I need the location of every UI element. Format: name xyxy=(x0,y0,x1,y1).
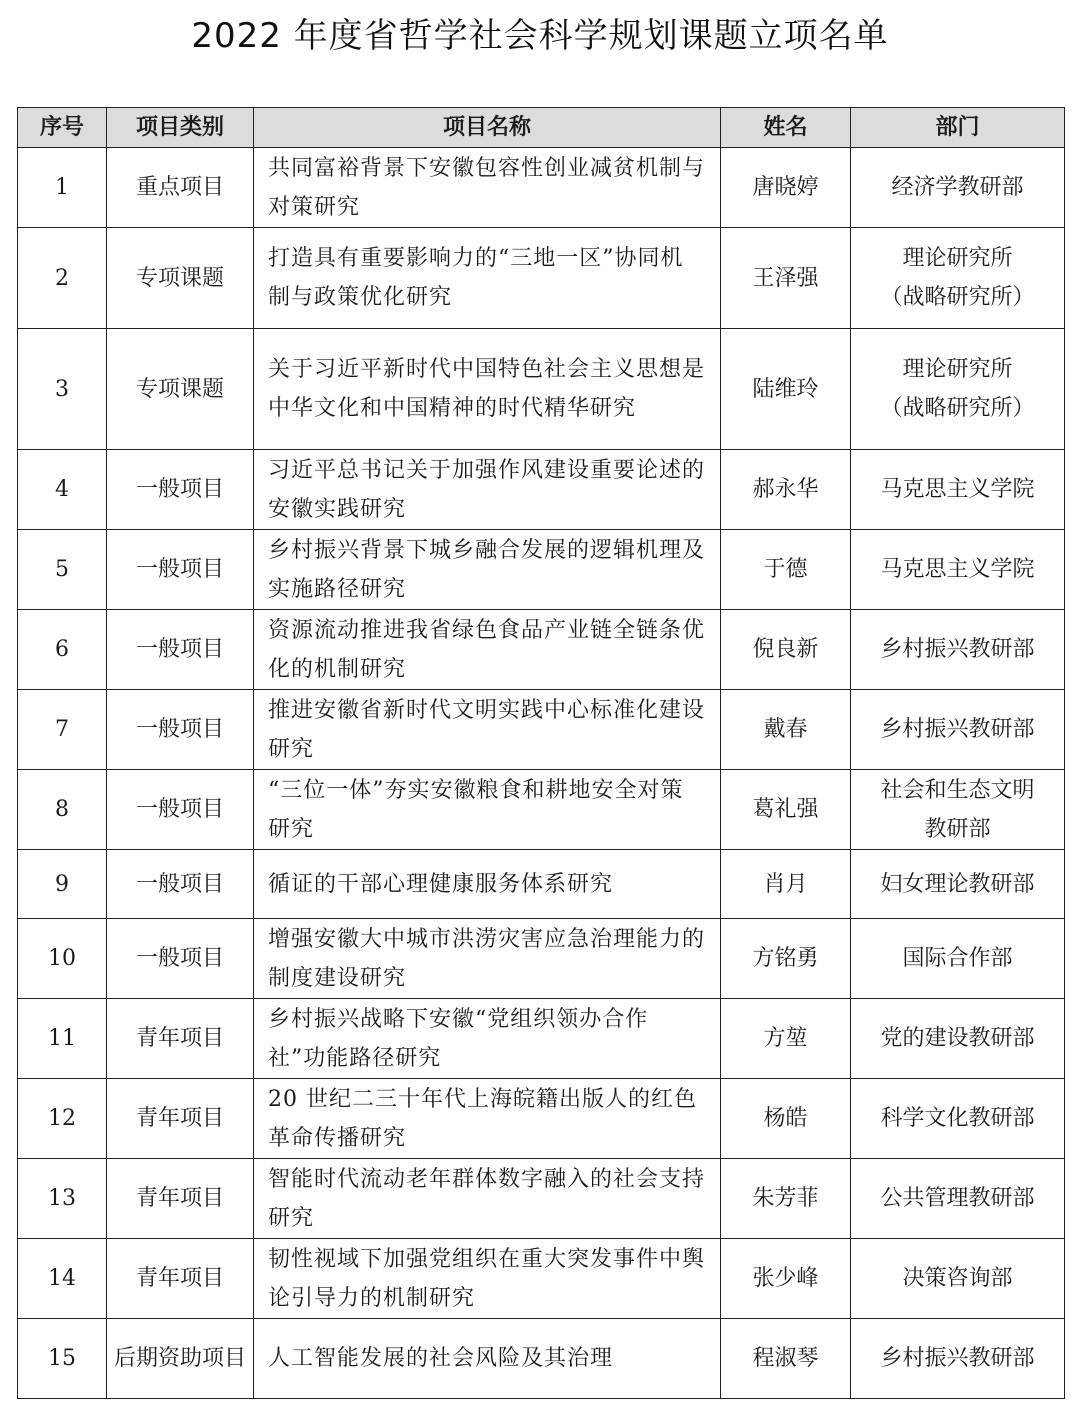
row-number: 4 xyxy=(18,450,107,530)
department-line: 乡村振兴教研部 xyxy=(880,637,1035,662)
project-leader: 程淑琴 xyxy=(721,1319,851,1399)
row-number: 12 xyxy=(18,1079,107,1159)
department xyxy=(851,228,1065,329)
table-row xyxy=(18,329,1065,450)
row-number: 7 xyxy=(18,690,107,770)
department xyxy=(851,919,1065,999)
project-category: 一般项目 xyxy=(107,450,254,530)
table-row xyxy=(18,450,1065,530)
row-number: 2 xyxy=(18,228,107,329)
project-name: 循证的干部心理健康服务体系研究 xyxy=(254,850,721,919)
row-number: 6 xyxy=(18,610,107,690)
row-number: 8 xyxy=(18,770,107,850)
row-number: 11 xyxy=(18,999,107,1079)
department-line: 党的建设教研部 xyxy=(880,1026,1035,1051)
column-header-person: 姓名 xyxy=(721,108,851,148)
department-line: 理论研究所 xyxy=(902,246,1013,271)
project-leader: 唐晓婷 xyxy=(721,148,851,228)
table-row xyxy=(18,228,1065,329)
table-row xyxy=(18,148,1065,228)
table-body xyxy=(18,148,1065,1399)
column-header-number: 序号 xyxy=(18,108,107,148)
project-category: 青年项目 xyxy=(107,1079,254,1159)
project-leader: 郝永华 xyxy=(721,450,851,530)
department xyxy=(851,148,1065,228)
table-row xyxy=(18,999,1065,1079)
department xyxy=(851,1159,1065,1239)
table-row xyxy=(18,690,1065,770)
project-name: “三位一体”夯实安徽粮食和耕地安全对策研究 xyxy=(254,770,721,850)
project-name: 打造具有重要影响力的“三地一区”协同机制与政策优化研究 xyxy=(254,228,721,329)
project-name: 习近平总书记关于加强作风建设重要论述的安徽实践研究 xyxy=(254,450,721,530)
project-list-table xyxy=(17,107,1065,1399)
project-leader: 杨皓 xyxy=(721,1079,851,1159)
project-name: 资源流动推进我省绿色食品产业链全链条优化的机制研究 xyxy=(254,610,721,690)
department xyxy=(851,690,1065,770)
row-number: 14 xyxy=(18,1239,107,1319)
row-number: 15 xyxy=(18,1319,107,1399)
project-name: 乡村振兴背景下城乡融合发展的逻辑机理及实施路径研究 xyxy=(254,530,721,610)
project-name: 乡村振兴战略下安徽“党组织领办合作社”功能路径研究 xyxy=(254,999,721,1079)
row-number: 1 xyxy=(18,148,107,228)
department xyxy=(851,329,1065,450)
project-category: 青年项目 xyxy=(107,999,254,1079)
department xyxy=(851,1239,1065,1319)
table-row xyxy=(18,610,1065,690)
project-leader: 方铭勇 xyxy=(721,919,851,999)
project-category: 青年项目 xyxy=(107,1159,254,1239)
project-leader: 于德 xyxy=(721,530,851,610)
project-category: 一般项目 xyxy=(107,919,254,999)
row-number: 3 xyxy=(18,329,107,450)
department xyxy=(851,850,1065,919)
department-line: 马克思主义学院 xyxy=(880,557,1035,582)
table-row xyxy=(18,530,1065,610)
table-row xyxy=(18,1319,1065,1399)
project-category: 一般项目 xyxy=(107,850,254,919)
department xyxy=(851,1079,1065,1159)
department xyxy=(851,610,1065,690)
project-name: 关于习近平新时代中国特色社会主义思想是中华文化和中国精神的时代精华研究 xyxy=(254,329,721,450)
page-title: 2022 年度省哲学社会科学规划课题立项名单 xyxy=(191,16,889,56)
project-leader: 方堃 xyxy=(721,999,851,1079)
row-number: 13 xyxy=(18,1159,107,1239)
department-line: 国际合作部 xyxy=(902,946,1013,971)
project-leader: 肖月 xyxy=(721,850,851,919)
department-line: 乡村振兴教研部 xyxy=(880,717,1035,742)
table-row xyxy=(18,1159,1065,1239)
table-header-row xyxy=(18,108,1065,148)
department-line: 决策咨询部 xyxy=(902,1266,1013,1291)
department-line: 经济学教研部 xyxy=(891,175,1024,200)
table-row xyxy=(18,1079,1065,1159)
row-number: 5 xyxy=(18,530,107,610)
project-name: 推进安徽省新时代文明实践中心标准化建设研究 xyxy=(254,690,721,770)
project-category: 一般项目 xyxy=(107,530,254,610)
row-number: 10 xyxy=(18,919,107,999)
project-category: 一般项目 xyxy=(107,690,254,770)
project-leader: 葛礼强 xyxy=(721,770,851,850)
department-line: 社会和生态文明 xyxy=(880,777,1035,803)
row-number: 9 xyxy=(18,850,107,919)
project-leader: 陆维玲 xyxy=(721,329,851,450)
department-line: 理论研究所 xyxy=(902,357,1013,382)
department xyxy=(851,770,1065,850)
project-name: 共同富裕背景下安徽包容性创业减贫机制与对策研究 xyxy=(254,148,721,228)
department-line: 乡村振兴教研部 xyxy=(880,1346,1035,1371)
table-row xyxy=(18,1239,1065,1319)
department xyxy=(851,530,1065,610)
project-category: 专项课题 xyxy=(107,228,254,329)
column-header-category: 项目类别 xyxy=(107,108,254,148)
column-header-project-name: 项目名称 xyxy=(254,108,721,148)
project-leader: 戴春 xyxy=(721,690,851,770)
table-row xyxy=(18,919,1065,999)
project-name: 20 世纪二三十年代上海皖籍出版人的红色革命传播研究 xyxy=(254,1079,721,1159)
department-line: （战略研究所） xyxy=(880,396,1035,421)
department xyxy=(851,450,1065,530)
table-row xyxy=(18,850,1065,919)
project-name: 增强安徽大中城市洪涝灾害应急治理能力的制度建设研究 xyxy=(254,919,721,999)
project-name: 智能时代流动老年群体数字融入的社会支持研究 xyxy=(254,1159,721,1239)
department-line: 公共管理教研部 xyxy=(880,1186,1035,1211)
department-line: （战略研究所） xyxy=(880,285,1035,310)
project-category: 一般项目 xyxy=(107,770,254,850)
project-category: 后期资助项目 xyxy=(107,1319,254,1399)
department-line: 教研部 xyxy=(924,816,991,842)
project-category: 一般项目 xyxy=(107,610,254,690)
project-leader: 倪良新 xyxy=(721,610,851,690)
project-leader: 朱芳菲 xyxy=(721,1159,851,1239)
project-name: 韧性视域下加强党组织在重大突发事件中舆论引导力的机制研究 xyxy=(254,1239,721,1319)
project-leader: 张少峰 xyxy=(721,1239,851,1319)
project-category: 重点项目 xyxy=(107,148,254,228)
project-category: 专项课题 xyxy=(107,329,254,450)
department-line: 妇女理论教研部 xyxy=(880,871,1035,897)
project-leader: 王泽强 xyxy=(721,228,851,329)
department xyxy=(851,999,1065,1079)
table-row xyxy=(18,770,1065,850)
department-line: 科学文化教研部 xyxy=(880,1106,1035,1131)
department xyxy=(851,1319,1065,1399)
column-header-department: 部门 xyxy=(851,108,1065,148)
project-category: 青年项目 xyxy=(107,1239,254,1319)
project-name: 人工智能发展的社会风险及其治理 xyxy=(254,1319,721,1399)
department-line: 马克思主义学院 xyxy=(880,477,1035,502)
